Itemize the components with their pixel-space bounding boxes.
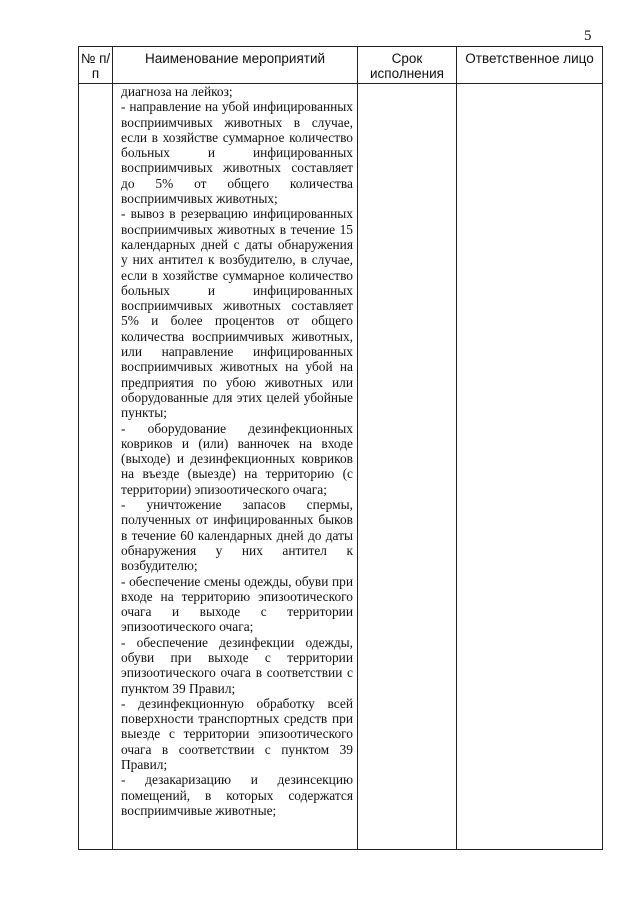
header-responsible: Ответственное лицо: [457, 47, 603, 84]
cell-number: [79, 84, 113, 850]
page-number: 5: [584, 28, 592, 44]
measure-item: - вывоз в резервацию инфицированных восприимчивых животных в течение 15 календарных дней с даты обнаружения у них антител к возбудителю, в случае, если в хозяйстве суммарное количество больных и инфицированных восприимчивых животных составляет 5% и более процентов от общего количества восприимчивых животных, или направление инфицированных восприимчивых животных на убой на предприятия по убою животных или оборудованные для этих целей убойные пункты;: [121, 206, 353, 421]
header-number: № п/п: [79, 47, 113, 84]
measure-item: - дезинфекционную обработку всей поверхности транспортных средств при выезде с территории эпизоотического очага в соответствии с пунктом 39 Правил;: [121, 695, 353, 773]
measure-item: - дезакаризацию и дезинсекцию помещений, в которых содержатся восприимчивые животные;: [121, 772, 353, 818]
measure-item: - обеспечение дезинфекции одежды, обуви при выходе с территории эпизоотического очага в соответствии с пунктом 39 Правил;: [121, 634, 353, 696]
header-deadline: Срок исполнения: [358, 47, 457, 84]
table-header-row: [79, 47, 603, 84]
measure-item: - направление на убой инфицированных восприимчивых животных в случае, если в хозяйстве суммарное количество больных и инфицированных восприимчивых животных составляет до 5% от общего количества восприимчивых животных;: [121, 99, 353, 207]
measure-item: диагноза на лейкоз;: [121, 84, 233, 99]
cell-deadline: [358, 84, 457, 850]
measures-table: [78, 46, 603, 850]
measure-item: - обеспечение смены одежды, обуви при входе на территорию эпизоотического очага и выходе с территории эпизоотического очага;: [121, 573, 353, 635]
header-measure-name: Наименование мероприятий: [113, 47, 358, 84]
cell-measures: [113, 84, 358, 850]
measure-item: - уничтожение запасов спермы, полученных от инфицированных быков в течение 60 календарных дней до даты обнаружения у них антител к возбудителю;: [121, 497, 353, 574]
measure-item: - оборудование дезинфекционных ковриков и (или) ванночек на входе (выходе) и дезинфекционных ковриков на въезде (выезде) на территорию (с территории) эпизоотического очага;: [121, 420, 353, 497]
table-row: [79, 84, 603, 850]
cell-responsible: [457, 84, 603, 850]
